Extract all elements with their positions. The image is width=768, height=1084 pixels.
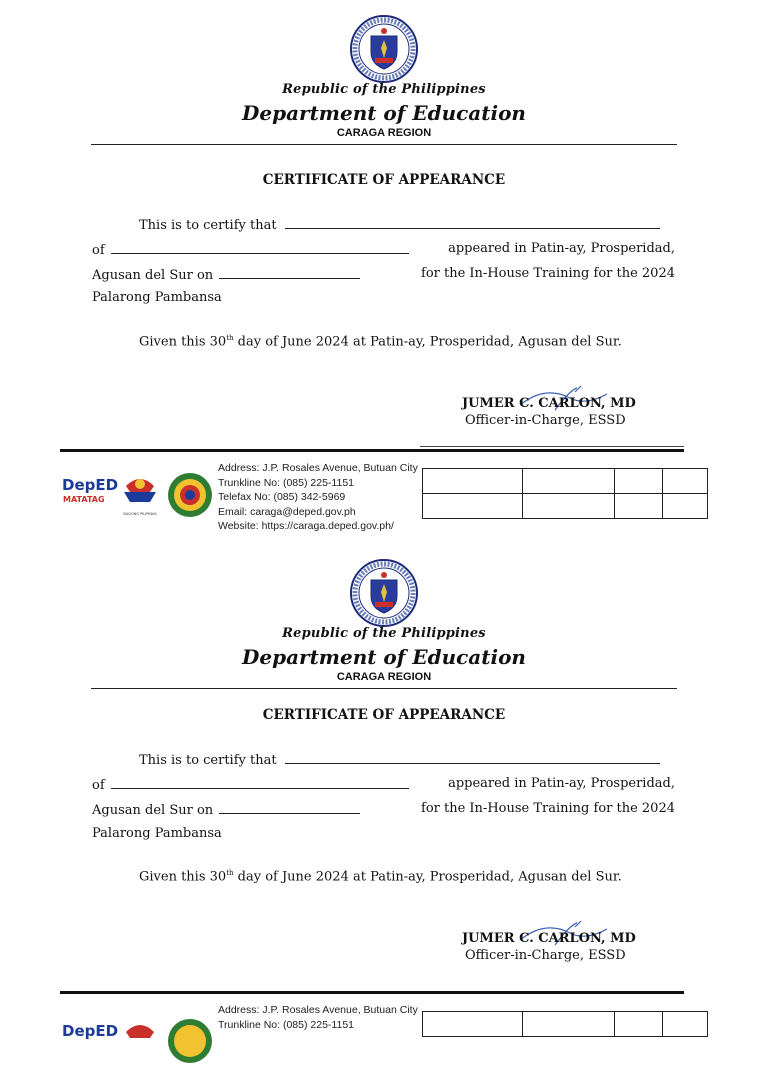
- footer-contact: [218, 1003, 418, 1032]
- republic-heading: Republic of the Philippines: [282, 626, 486, 641]
- name-blank: [285, 751, 660, 764]
- trunkline-line: Trunkline No: (085) 225-1151: [218, 1018, 354, 1031]
- header-divider: [91, 144, 677, 145]
- of-text: of: [92, 243, 105, 258]
- bagong-logo-text: BAGONG PILIPINAS: [123, 512, 157, 516]
- footer-logos: [60, 470, 215, 520]
- footer-contact: [218, 461, 418, 534]
- website-line: Website: https://caraga.deped.gov.ph/: [218, 520, 394, 533]
- document-code-grid: [422, 1011, 708, 1037]
- training-text: for the In-House Training for the 2024: [421, 266, 675, 281]
- signatory-name: JUMER C. CARLON, MD: [462, 931, 636, 946]
- address-line: Address: J.P. Rosales Avenue, Butuan City: [218, 462, 418, 474]
- school-blank: [111, 776, 409, 789]
- footer-divider: [60, 991, 684, 994]
- region-heading: CARAGA REGION: [336, 671, 432, 683]
- footer-divider: [60, 449, 684, 452]
- email-line: Email: caraga@deped.gov.ph: [218, 505, 356, 518]
- telefax-line: Telefax No: (085) 342-5969: [218, 491, 346, 504]
- name-blank: [285, 216, 660, 229]
- deped-seal-icon: [349, 558, 419, 628]
- certificate-title: CERTIFICATE OF APPEARANCE: [262, 707, 506, 723]
- signatory-position: Officer-in-Charge, ESSD: [465, 948, 626, 963]
- republic-heading: Republic of the Philippines: [282, 82, 486, 97]
- region-heading: CARAGA REGION: [336, 127, 432, 139]
- appeared-text: appeared in Patin-ay, Prosperidad,: [448, 776, 675, 791]
- header-divider: [91, 688, 677, 689]
- certificate-1: [0, 0, 768, 540]
- certify-text: This is to certify that: [139, 753, 277, 768]
- department-heading: Department of Education: [242, 101, 526, 125]
- deped-logo-text: DepED: [62, 1022, 119, 1040]
- appeared-text: appeared in Patin-ay, Prosperidad,: [448, 241, 675, 256]
- matatag-logo-text: MATATAG: [63, 495, 105, 504]
- of-text: of: [92, 778, 105, 793]
- signatory-name: JUMER C. CARLON, MD: [462, 396, 636, 411]
- agusan-text: Agusan del Sur on: [92, 803, 214, 818]
- date-blank: [219, 801, 360, 814]
- address-line: Address: J.P. Rosales Avenue, Butuan City: [218, 1004, 418, 1016]
- deped-seal-icon: [349, 14, 419, 84]
- given-statement: Given this 30th day of June 2024 at Patin-ay, Prosperidad, Agusan del Sur.: [139, 869, 622, 885]
- given-statement: Given this 30th day of June 2024 at Patin-ay, Prosperidad, Agusan del Sur.: [139, 334, 622, 350]
- department-heading: Department of Education: [242, 645, 526, 669]
- palarong-text: Palarong Pambansa: [92, 290, 222, 305]
- training-text: for the In-House Training for the 2024: [421, 801, 675, 816]
- deped-logo-text: DepED: [62, 476, 119, 494]
- signatory-position: Officer-in-Charge, ESSD: [465, 413, 626, 428]
- certificate-2: [0, 544, 768, 1084]
- certificate-title: CERTIFICATE OF APPEARANCE: [262, 172, 506, 188]
- date-blank: [219, 266, 360, 279]
- palarong-text: Palarong Pambansa: [92, 826, 222, 841]
- school-blank: [111, 241, 409, 254]
- document-code-grid: [422, 468, 708, 519]
- trunkline-line: Trunkline No: (085) 225-1151: [218, 476, 354, 489]
- agusan-text: Agusan del Sur on: [92, 268, 214, 283]
- footer-thin-rule: [420, 446, 684, 447]
- certify-text: This is to certify that: [139, 218, 277, 233]
